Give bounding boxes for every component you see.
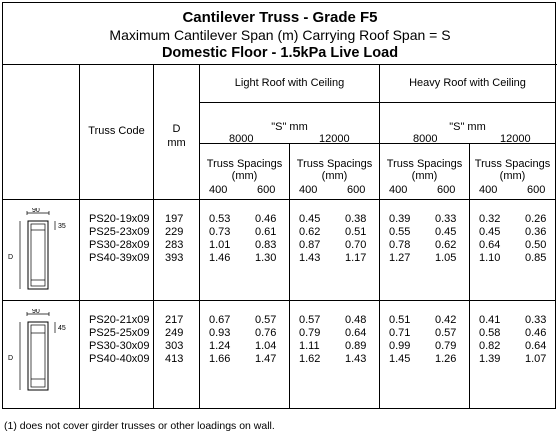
span-value-cell: 0.57 [435, 327, 457, 339]
span-value-cell: 0.62 [435, 239, 457, 251]
truss-code-cell: PS20-19x09 [89, 213, 150, 225]
truss-code-cell: PS30-30x09 [89, 340, 150, 352]
depth-cell: 249 [165, 327, 184, 339]
span-value-cell: 1.66 [209, 353, 231, 365]
header-d-unit: mm [167, 137, 186, 149]
header-s8000-heavy: 8000 [413, 133, 438, 145]
header-spacing: Truss Spacings [474, 158, 551, 170]
span-value-cell: 0.33 [525, 314, 547, 326]
depth-cell: 413 [165, 353, 184, 365]
span-value-cell: 0.57 [255, 314, 277, 326]
span-value-cell: 1.11 [299, 340, 320, 352]
span-value-cell: 1.62 [299, 353, 321, 365]
span-value-cell: 1.47 [255, 353, 277, 365]
span-value-cell: 0.48 [345, 314, 367, 326]
span-value-cell: 1.04 [255, 340, 277, 352]
span-value-cell: 1.17 [345, 252, 367, 264]
grid-line [153, 64, 154, 408]
grid-line [79, 64, 80, 408]
header-s12000-heavy: 12000 [500, 133, 531, 145]
span-value-cell: 0.46 [255, 213, 277, 225]
span-value-cell: 0.32 [479, 213, 501, 225]
span-value-cell: 0.51 [389, 314, 411, 326]
span-value-cell: 0.87 [299, 239, 321, 251]
header-light-roof: Light Roof with Ceiling [234, 77, 345, 89]
span-value-cell: 0.79 [299, 327, 321, 339]
span-value-cell: 1.39 [479, 353, 501, 365]
span-table [2, 2, 556, 409]
header-spacing: Truss Spacings [386, 158, 463, 170]
truss-code-cell: PS20-21x09 [89, 314, 150, 326]
span-value-cell: 0.64 [479, 239, 501, 251]
span-value-cell: 0.79 [435, 340, 457, 352]
span-value-cell: 1.43 [345, 353, 367, 365]
header-s12000-light: 12000 [319, 133, 350, 145]
header-spacing-unit: (mm) [321, 170, 348, 182]
depth-cell: 217 [165, 314, 184, 326]
header-sp600: 600 [527, 184, 546, 196]
span-value-cell: 0.82 [479, 340, 501, 352]
span-value-cell: 0.55 [389, 226, 411, 238]
span-value-cell: 0.67 [209, 314, 231, 326]
header-s8000-light: 8000 [229, 133, 254, 145]
span-value-cell: 0.33 [435, 213, 457, 225]
table-title: Cantilever Truss - Grade F5 [182, 9, 378, 26]
header-s-mm-heavy: "S" mm [449, 121, 486, 133]
load-title: Domestic Floor - 1.5kPa Live Load [161, 45, 399, 61]
depth-cell: 229 [165, 226, 184, 238]
truss-code-cell: PS40-39x09 [89, 252, 150, 264]
diagram-width-label: 90 [32, 208, 40, 214]
span-value-cell: 1.01 [209, 239, 231, 251]
span-value-cell: 0.42 [435, 314, 457, 326]
grid-line [199, 102, 555, 103]
span-value-cell: 1.30 [255, 252, 277, 264]
truss-code-cell: PS40-40x09 [89, 353, 150, 365]
span-value-cell: 0.58 [479, 327, 501, 339]
grid-line [199, 64, 200, 408]
span-value-cell: 1.43 [299, 252, 321, 264]
grid-line [379, 64, 380, 408]
grid-line [3, 199, 555, 200]
span-value-cell: 1.24 [209, 340, 231, 352]
span-value-cell: 0.85 [525, 252, 547, 264]
span-value-cell: 1.26 [435, 353, 457, 365]
depth-cell: 283 [165, 239, 184, 251]
span-value-cell: 0.71 [389, 327, 411, 339]
span-value-cell: 0.61 [255, 226, 277, 238]
header-spacing: Truss Spacings [206, 158, 283, 170]
span-value-cell: 0.57 [299, 314, 321, 326]
span-value-cell: 0.50 [525, 239, 547, 251]
header-sp600: 600 [437, 184, 456, 196]
header-spacing-unit: (mm) [499, 170, 526, 182]
section-diagram-45 [5, 309, 75, 395]
span-value-cell: 1.27 [389, 252, 411, 264]
span-value-cell: 1.10 [479, 252, 501, 264]
header-sp400: 400 [479, 184, 498, 196]
diagram-depth-label: 35 [58, 223, 66, 230]
depth-cell: 393 [165, 252, 184, 264]
span-value-cell: 0.45 [299, 213, 321, 225]
depth-cell: 197 [165, 213, 184, 225]
diagram-depth-label: 45 [58, 325, 66, 332]
span-value-cell: 0.53 [209, 213, 231, 225]
depth-cell: 303 [165, 340, 184, 352]
header-sp600: 600 [257, 184, 276, 196]
header-d: D [172, 123, 181, 135]
header-spacing-unit: (mm) [411, 170, 438, 182]
span-value-cell: 0.64 [345, 327, 367, 339]
table-subtitle: Maximum Cantilever Span (m) Carrying Roof Span = S [109, 27, 451, 43]
span-value-cell: 1.46 [209, 252, 231, 264]
span-value-cell: 0.78 [389, 239, 411, 251]
header-heavy-roof: Heavy Roof with Ceiling [409, 77, 526, 89]
truss-code-cell: PS25-25x09 [89, 327, 150, 339]
header-sp400: 400 [389, 184, 408, 196]
span-value-cell: 1.07 [525, 353, 547, 365]
span-value-cell: 0.39 [389, 213, 411, 225]
span-value-cell: 0.99 [389, 340, 411, 352]
footnote: (1) does not cover girder trusses or other loadings on wall. [4, 420, 275, 432]
diagram-d-label: D [8, 254, 14, 261]
header-s-mm-light: "S" mm [271, 121, 308, 133]
span-value-cell: 0.64 [525, 340, 547, 352]
span-value-cell: 0.89 [345, 340, 367, 352]
span-value-cell: 0.41 [479, 314, 501, 326]
section-diagram-35 [5, 208, 75, 294]
grid-line [469, 143, 470, 408]
header-sp400: 400 [299, 184, 318, 196]
span-value-cell: 0.38 [345, 213, 367, 225]
truss-code-cell: PS25-23x09 [89, 226, 150, 238]
span-value-cell: 0.93 [209, 327, 231, 339]
span-value-cell: 0.26 [525, 213, 547, 225]
span-value-cell: 0.73 [209, 226, 231, 238]
header-sp400: 400 [209, 184, 228, 196]
title-block [3, 3, 557, 65]
span-value-cell: 1.45 [389, 353, 411, 365]
diagram-d-label: D [8, 355, 14, 362]
grid-line [289, 143, 290, 408]
diagram-width-label: 90 [32, 309, 40, 315]
span-value-cell: 0.76 [255, 327, 277, 339]
span-value-cell: 0.83 [255, 239, 277, 251]
header-spacing-unit: (mm) [231, 170, 258, 182]
grid-line [3, 300, 555, 301]
span-value-cell: 0.62 [299, 226, 321, 238]
span-value-cell: 0.51 [345, 226, 367, 238]
span-value-cell: 0.45 [479, 226, 501, 238]
span-value-cell: 0.36 [525, 226, 547, 238]
header-truss-code: Truss Code [88, 125, 145, 137]
span-value-cell: 0.70 [345, 239, 367, 251]
span-value-cell: 1.05 [435, 252, 457, 264]
header-spacing: Truss Spacings [296, 158, 373, 170]
span-value-cell: 0.46 [525, 327, 547, 339]
truss-code-cell: PS30-28x09 [89, 239, 150, 251]
span-value-cell: 0.45 [435, 226, 457, 238]
header-sp600: 600 [347, 184, 366, 196]
